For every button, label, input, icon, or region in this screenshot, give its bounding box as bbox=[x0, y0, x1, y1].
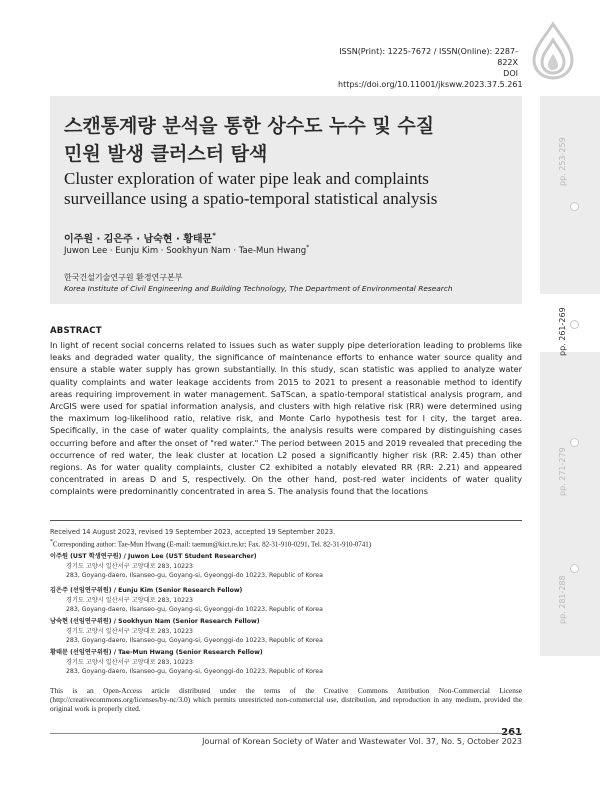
footnote-divider bbox=[50, 520, 522, 521]
water-drop-logo-icon bbox=[526, 20, 580, 80]
page-number: 261 bbox=[501, 727, 522, 738]
english-author-list bbox=[64, 244, 309, 256]
sidebar-item-pp-261-269[interactable] bbox=[540, 286, 600, 366]
sidebar-dot-icon bbox=[570, 564, 579, 573]
english-affiliation: Korea Institute of Civil Engineering and Building Technology, The Department of Environmental Research bbox=[64, 284, 453, 293]
author-address-ko: 경기도 고양시 일산서구 고양대로 283, 10223 bbox=[66, 596, 193, 604]
sidebar-item-pp-253-259[interactable] bbox=[540, 136, 600, 216]
english-title-line: surveillance using a spatio-temporal statistical analysis bbox=[64, 189, 438, 208]
author-address-en: 283, Goyang-daero, Ilsanseo-gu, Goyang-si, Gyeonggi-do 10223, Republic of Korea bbox=[66, 637, 323, 644]
author-footnote bbox=[50, 552, 530, 581]
received-dates: Received 14 August 2023, revised 19 September 2023, accepted 19 September 2023. bbox=[50, 528, 336, 536]
korean-title bbox=[64, 112, 514, 168]
author-footnote-name: 황태문 (선임연구위원) / Tae-Mun Hwang (Senior Research Fellow) bbox=[50, 649, 263, 656]
english-authors: Juwon Lee · Eunju Kim · Sookhyun Nam · Tae-Mun Hwang bbox=[64, 245, 307, 256]
author-address-ko: 경기도 고양시 일산서구 고양대로 283, 10223 bbox=[66, 658, 193, 666]
license-notice: This is an Open-Access article distributed under the terms of the Creative Commons Attribution Non-Commercial License (http://creativecommons.org/licenses/by-nc/3.0) which permits unrestricted non-commercial use, distribution, and reproduction in any medium, provided the original work is properly cited. bbox=[50, 686, 522, 713]
korean-title-line: 스캔통계량 분석을 통한 상수도 누수 및 수질 bbox=[64, 115, 435, 137]
korean-author-list bbox=[64, 230, 216, 245]
issue-page-sidebar bbox=[540, 96, 600, 656]
korean-affiliation: 한국건설기술연구원 환경연구본부 bbox=[64, 273, 183, 282]
author-address-ko: 경기도 고양시 일산서구 고양대로 283, 10223 bbox=[66, 562, 193, 570]
sidebar-dot-icon bbox=[570, 202, 579, 211]
author-footnote bbox=[50, 586, 530, 615]
korean-title-line: 민원 발생 클러스터 탐색 bbox=[64, 143, 268, 165]
author-footnote-name: 남숙현 (선임연구위원) / Sookhyun Nam (Senior Research Fellow) bbox=[50, 618, 260, 625]
author-address-en: 283, Goyang-daero, Ilsanseo-gu, Goyang-si, Gyeonggi-do 10223, Republic of Korea bbox=[66, 668, 323, 675]
english-title-line: Cluster exploration of water pipe leak and complaints bbox=[64, 169, 429, 188]
sidebar-item-pp-281-288[interactable] bbox=[540, 566, 600, 646]
journal-footer: Journal of Korean Society of Water and Wastewater Vol. 37, No. 5, October 2023 bbox=[202, 737, 522, 746]
author-address-en: 283, Goyang-daero, Ilsanseo-gu, Goyang-si, Gyeonggi-do 10223, Republic of Korea bbox=[66, 572, 323, 579]
sidebar-dot-icon bbox=[570, 438, 579, 447]
corresponding-author-text: Corresponding author: Tae-Mun Hwang (E-mail: taemun@kict.re.kr; Fax. 82-31-910-0291, Tel. 82-31-910-0741) bbox=[52, 540, 372, 549]
author-footnote-name: 김은주 (선임연구위원) / Eunju Kim (Senior Research Fellow) bbox=[50, 587, 243, 594]
abstract-heading: ABSTRACT bbox=[50, 326, 102, 336]
author-footnote bbox=[50, 617, 530, 646]
sidebar-item-label: pp. 271-279 bbox=[558, 447, 567, 496]
english-title bbox=[64, 169, 514, 209]
corresponding-mark: * bbox=[306, 244, 310, 251]
corresponding-mark: * bbox=[50, 539, 53, 545]
sidebar-item-label: pp. 281-288 bbox=[558, 575, 567, 624]
corresponding-author-note bbox=[50, 539, 371, 548]
sidebar-item-pp-271-279[interactable] bbox=[540, 436, 600, 516]
author-footnote bbox=[50, 648, 530, 677]
footer-divider bbox=[50, 733, 522, 734]
author-address-en: 283, Goyang-daero, Ilsanseo-gu, Goyang-si, Gyeonggi-do 10223, Republic of Korea bbox=[66, 606, 323, 613]
journal-identifiers bbox=[338, 46, 523, 90]
sidebar-item-label: pp. 253-259 bbox=[558, 137, 567, 186]
sidebar-item-label: pp. 261-269 bbox=[558, 307, 567, 356]
doi-line[interactable]: DOI https://doi.org/10.11001/jksww.2023.37.5.261 bbox=[338, 69, 523, 89]
sidebar-dot-icon bbox=[570, 320, 579, 329]
corresponding-mark: * bbox=[212, 231, 216, 240]
author-address-ko: 경기도 고양시 일산서구 고양대로 283, 10223 bbox=[66, 627, 193, 635]
author-footnote-name: 이주원 (UST 학생연구원) / Juwon Lee (UST Student Researcher) bbox=[50, 553, 257, 560]
issn-line: ISSN(Print): 1225-7672 / ISSN(Online): 2287-822X bbox=[339, 47, 518, 67]
korean-authors: 이주원 · 김은주 · 남숙현 · 황태문 bbox=[64, 234, 213, 245]
abstract-body: In light of recent social concerns related to issues such as water supply pipe deterioration leading to problems like leaks and degraded water quality, the significance of maintenance efforts to enhance water source quality and ensure a stable water supply has grown substantially. In this study, scan statistic was applied to analyze water quality complaints and water leakage accidents from 2015 to 2021 to present a reasonable method to identify areas requiring improvement in water management. SaTScan, a spatio-temporal statistical analysis program, and ArcGIS were used for spatial information analysis, and clusters with high relative risk (RR) were determined using the maximum log-likelihood ratio, relative risk, and Monte Carlo hypothesis test for I city, the target area. Specifically, in the case of water quality complaints, the analysis results were compared by distinguishing cases occurring before and after the onset of "red water." The period between 2015 and 2019 revealed that preceding the occurrence of red water, the leak cluster at location L2 posed a significantly higher risk (RR: 2.45) than other regions. As for water quality complaints, cluster C2 exhibited a notably elevated RR (RR: 2.21) and appeared concentrated in areas D and S, respectively. On the other hand, post-red water incidents of water quality complaints were predominantly concentrated in area S. The analysis found that the locations bbox=[50, 340, 522, 497]
